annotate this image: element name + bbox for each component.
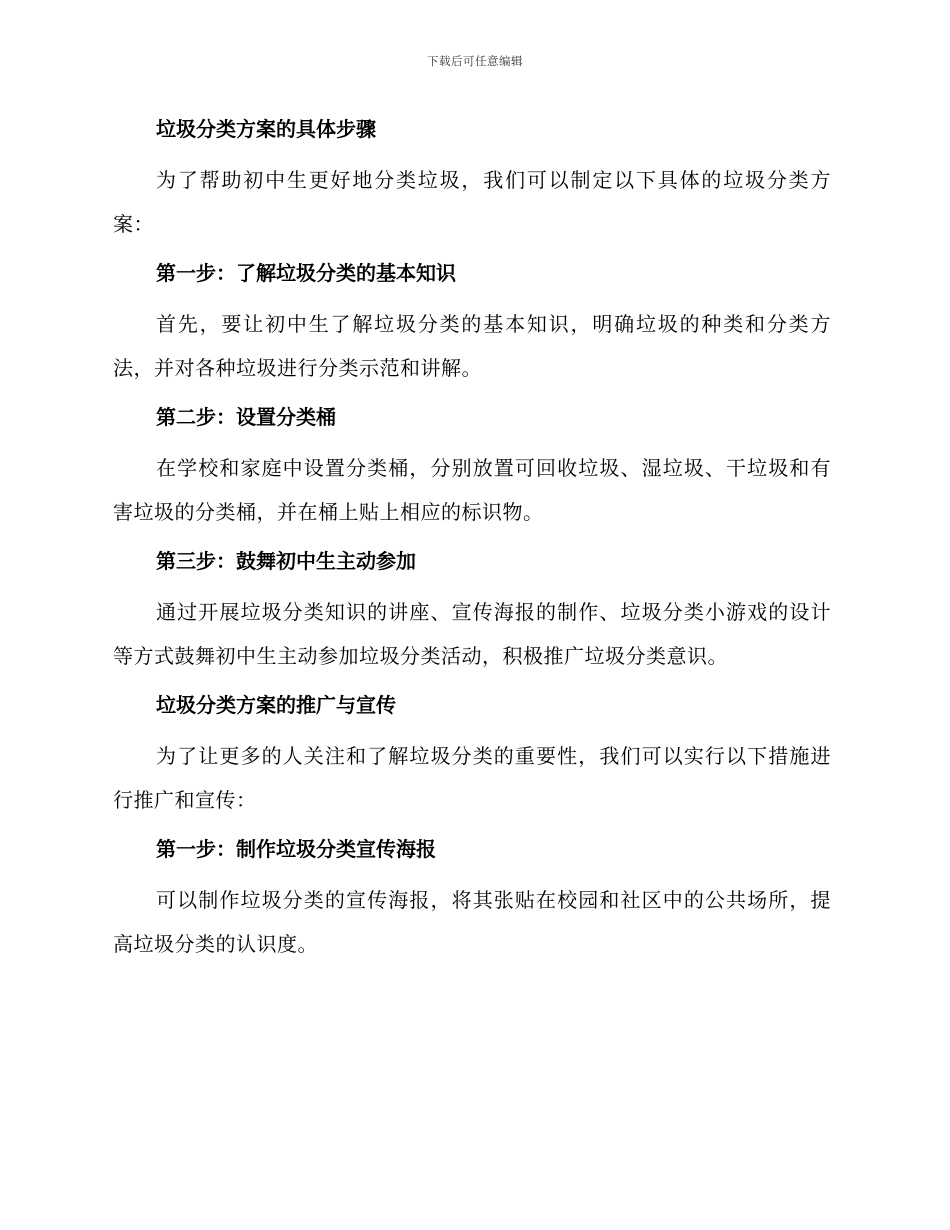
paragraph-set-bins: 在学校和家庭中设置分类桶，分别放置可回收垃圾、湿垃圾、干垃圾和有害垃圾的分类桶，并在桶上贴上相应的标识物。 [113,456,831,524]
paragraph-promotion-intro: 为了让更多的人关注和了解垃圾分类的重要性，我们可以实行以下措施进行推广和宣传： [113,744,831,812]
step-heading-encourage-participation: 第三步：鼓舞初中生主动参加 [156,549,416,573]
paragraph-intro-steps: 为了帮助初中生更好地分类垃圾，我们可以制定以下具体的垃圾分类方案： [113,168,831,236]
section-heading-specific-steps: 垃圾分类方案的具体步骤 [156,117,376,141]
document-body [113,114,831,978]
section-heading-promotion: 垃圾分类方案的推广与宣传 [156,693,396,717]
step-heading-basic-knowledge: 第一步：了解垃圾分类的基本知识 [156,261,456,285]
page-header: 下载后可任意编辑 [427,54,523,68]
paragraph-basic-knowledge: 首先，要让初中生了解垃圾分类的基本知识，明确垃圾的种类和分类方法，并对各种垃圾进行分类示范和讲解。 [113,312,831,380]
paragraph-make-posters: 可以制作垃圾分类的宣传海报，将其张贴在校园和社区中的公共场所，提高垃圾分类的认识度。 [113,888,831,956]
paragraph-encourage-participation: 通过开展垃圾分类知识的讲座、宣传海报的制作、垃圾分类小游戏的设计等方式鼓舞初中生主动参加垃圾分类活动，积极推广垃圾分类意识。 [113,600,831,668]
step-heading-set-bins: 第二步：设置分类桶 [156,405,336,429]
step-heading-make-posters: 第一步：制作垃圾分类宣传海报 [156,837,436,861]
